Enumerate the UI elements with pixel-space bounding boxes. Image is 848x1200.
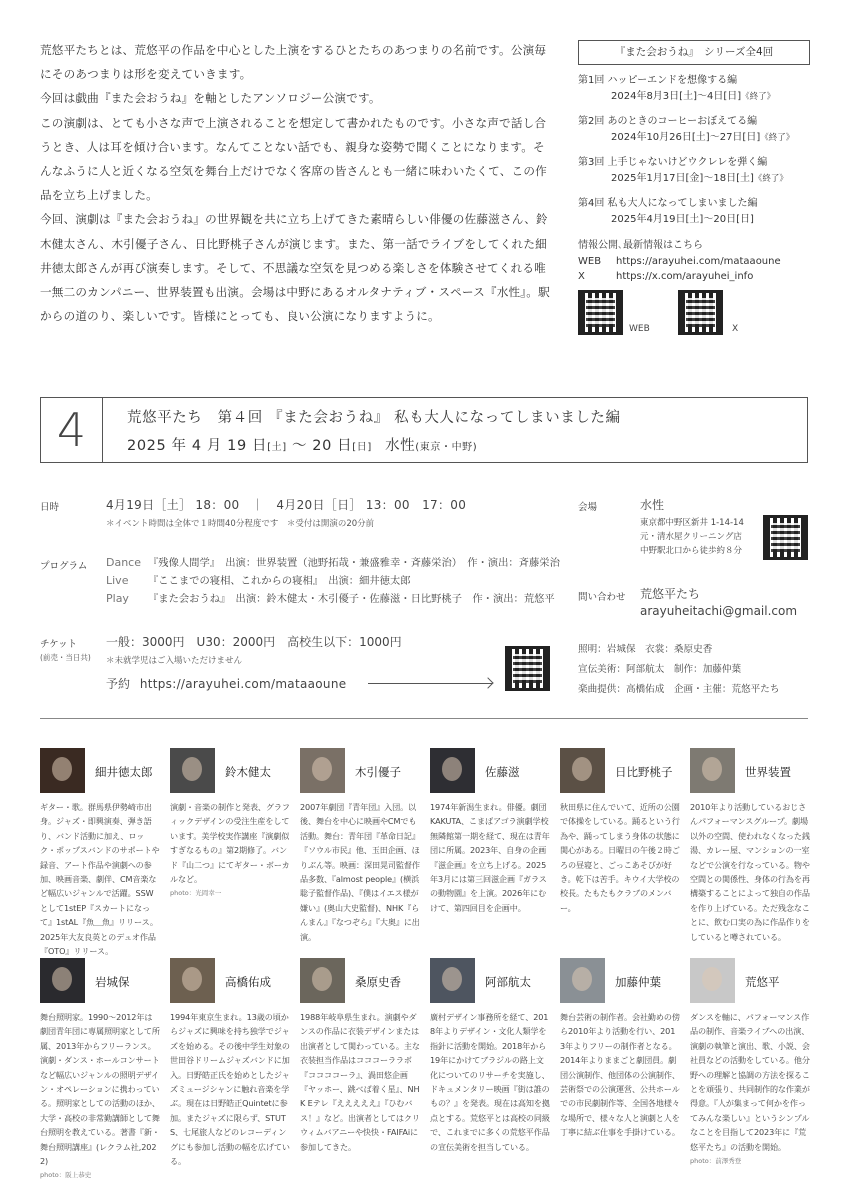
event-day-sun: [日] — [352, 442, 372, 453]
ticket-value: 一般：3000円 U30：2000円 高校生以下：1000円 — [106, 635, 402, 649]
event-date-end: 〜 20 日 — [291, 438, 353, 454]
profile-bio: 舞台照明家。1990〜2012年は劇団青年団に専属照明家として所属、2013年からフリーランス。演劇・ダンス・ホールコンサートなど幅広いジャンルの照明デザイン・オペレーションに携わっている。照明家としての活動のほか、大学・高校の非常勤講師として舞台照明を教えている。著書『新・舞台照明講座』(レクラム社,2022) — [40, 1012, 160, 1167]
profile-name: 世界装置 — [745, 765, 791, 779]
episode-2 — [578, 114, 810, 146]
profile-name: 阿部航太 — [485, 975, 531, 989]
info-links — [578, 254, 810, 284]
qr-code-venue-icon — [763, 515, 808, 560]
web-link[interactable]: https://arayuhei.com/mataaoune — [616, 256, 781, 267]
episode-1 — [578, 73, 810, 105]
venue-address-line: 東京都中野区新井 1-14-14 — [640, 518, 744, 528]
profile-bio: ギター・歌。群馬県伊勢崎市出身。ジャズ・即興演奏、弾き語り、バンド活動に加え、ロック・ポップスバンドのサポートや録音、アート作品や演劇への参加、映画音楽、劇伴、CM音楽など幅広いジャンルで活躍。SSWとして1stEP『スカートになって』1stAL『魚＿魚』リリース。2025年大友良英とのデュオ作品『OTO』リリース。 — [40, 802, 160, 957]
profile-bio: 2007年劇団『青年団』入団。以後、舞台を中心に映画やCMでも活動。舞台：青年団『革命日記』『ソウル市民』他、玉田企画、ほりぶん等。映画：深田晃司監督作品多数、『almost people』(横浜聡子監督作品)、『僕はイエス様が嫌い』(奥山大史監督)、NHK『らんまん』『なつぞら』『大奥』に出演。 — [300, 802, 420, 942]
date-value: 4月19日［土］ 18：00 ｜ 4月20日［日］ 13：00 17：00 — [106, 498, 467, 512]
profile-card — [560, 958, 680, 1142]
profile-card — [560, 748, 680, 917]
profile-bio: 1988年岐阜県生まれ。演劇やダンスの作品に衣装デザインまたは出演者として関わっている。主な衣装担当作品はコココーララボ『ココココーラ』、渦田悠企画『ヤッホー、跳べば着く星』、NHK Eテレ『えええええ』『ひむバス！』など。出演者としてはクリウィムバアニーや快快・FAIFAiに参加してきた。 — [300, 1012, 420, 1152]
program-text: 『また会おうね』 出演：鈴木健太・木引優子・佐藤滋・日比野桃子 作・演出：荒悠平 — [148, 593, 555, 605]
program-list — [106, 554, 560, 608]
qr-x-label: X — [732, 324, 739, 334]
info-heading: 情報公開､最新情報はこちら — [578, 240, 703, 251]
photo-credit: photo：光岡幸一 — [170, 889, 222, 898]
program-type: Live — [106, 574, 129, 587]
episode-date: 2024年10月26日[土]〜27日[日] — [611, 132, 761, 143]
profile-photo — [560, 958, 605, 1003]
episode-title: 第4回 私も大人になってしまいました編 — [578, 198, 758, 209]
divider — [40, 718, 808, 719]
event-date-venue — [127, 434, 477, 455]
profile-photo — [300, 958, 345, 1003]
ticket-label: チケット — [40, 639, 78, 650]
profile-card — [40, 748, 160, 960]
episode-4 — [578, 196, 810, 228]
ticket-note: ＊未就学児はご入場いただけません — [106, 656, 243, 666]
profile-card — [40, 958, 160, 1179]
episode-number: 4 — [41, 398, 103, 462]
intro-text — [40, 38, 552, 328]
event-place: (東京・中野) — [415, 442, 478, 453]
profile-name: 日比野桃子 — [615, 765, 673, 779]
program-text: 『残像人間学』 出演：世界装置（池野拓哉・兼盛雅幸・斉藤栄治） 作・演出：斉藤栄治 — [148, 557, 560, 569]
contact-email[interactable]: arayuheitachi@gmail.com — [640, 604, 798, 618]
arrow-head-icon — [482, 677, 493, 688]
contact-label: 問い合わせ — [578, 592, 626, 603]
profile-photo — [300, 748, 345, 793]
episode-date: 2025年1月17日[金]〜18日[土] — [611, 173, 754, 184]
link-key: WEB — [578, 256, 602, 267]
profile-bio: 1974年新潟生まれ。俳優。劇団KAKUTA、こまばアゴラ演劇学校無隣館第一期を経て、現在は青年団に所属。2023年、自身の企画『滋企画』を立ち上げる。2025年3月には第三回滋企画『ガラスの動物園』を上演。2026年にむけて、第四回目を企画中。 — [430, 802, 550, 913]
date-label: 日時 — [40, 502, 60, 513]
program-text: 『ここまでの寝相、これからの寝相』 出演：細井徳太郎 — [148, 575, 411, 587]
program-type: Play — [106, 592, 129, 605]
intro-paragraph: 荒悠平たちとは、荒悠平の作品を中心とした上演をするひとたちのあつまりの名前です。公演毎にそのあつまりは形を変えていきます。 — [40, 43, 547, 82]
profile-photo — [170, 748, 215, 793]
reserve-label: 予約 — [106, 677, 131, 691]
qr-code-reserve-icon — [505, 646, 550, 691]
event-day-sat: [土] — [267, 442, 287, 453]
profile-name: 桑原史香 — [355, 975, 401, 989]
episode-title: 第1回 ハッピーエンドを想像する編 — [578, 75, 738, 86]
qr-code-x-icon — [678, 290, 723, 335]
date-note: ＊イベント時間は全体で１時間40分程度です ＊受付は開演の20分前 — [106, 519, 375, 529]
profile-bio: 秋田県に住んでいて、近所の公園で体操をしている。踊るという行為や、踊ってしまう身体の状態に関心がある。日曜日の午後２時ごろの昼寝と、ごっこあそびが好き。乾下は苦手。キウイ大学校の校長。たもたもクラブのメンバー。 — [560, 802, 680, 913]
venue-address-line: 元・清水屋クリーニング店 — [640, 532, 742, 542]
profile-bio: 2010年より活動しているおじさんパフォーマンスグループ。劇場以外の空間、使われなくなった銭湯、カレー屋、マンションの一室などで公演を行なっている。物や空間との関係性、身体の行為を再構築することによって独自の作品を作り上げている。ただ残念なことに、飲む口実の為に作品作りをしていると噂されている。 — [690, 802, 810, 942]
profile-name: 荒悠平 — [745, 975, 780, 989]
profile-photo — [560, 748, 605, 793]
profile-card — [170, 748, 290, 897]
profile-card — [430, 748, 550, 917]
profile-bio: 舞台芸術の制作者。会社勤めの傍ら2010年より活動を行い、2013年よりフリーの制作者となる。2014年よりままごと劇団員。劇団公演制作、他団体の公演制作、芸術祭での公演運営、公共ホールでの市民劇制作等、全国各地様々な場所で、様々な人と演劇と人を丁寧に結ぶ仕事を手掛けている。 — [560, 1012, 680, 1138]
credit-line: 宣伝美術：阿部航太 制作：加藤仲葉 — [578, 664, 742, 675]
venue-address-line: 中野駅北口から徒歩約８分 — [640, 546, 743, 556]
profile-name: 細井徳太郎 — [95, 765, 153, 779]
profile-card — [690, 748, 810, 946]
x-link[interactable]: https://x.com/arayuhei_info — [616, 271, 754, 282]
event-date: 2025 年 4 月 19 日 — [127, 438, 268, 454]
venue-address — [640, 516, 744, 558]
program-item — [106, 572, 560, 590]
event-venue: 水性 — [385, 438, 416, 454]
episode-status: 《終了》 — [753, 174, 788, 184]
link-key: X — [578, 271, 585, 282]
reserve-arrow-icon — [368, 683, 492, 684]
venue-label: 会場 — [578, 502, 598, 513]
series-panel — [578, 40, 810, 340]
profile-photo — [170, 958, 215, 1003]
program-item — [106, 554, 560, 572]
episode-status: 《終了》 — [741, 92, 776, 102]
profile-name: 木引優子 — [355, 765, 401, 779]
profile-name: 佐藤滋 — [485, 765, 520, 779]
ticket-sub: (前売・当日共) — [40, 653, 91, 662]
profile-photo — [430, 958, 475, 1003]
profile-bio: ダンスを軸に、パフォーマンス作品の制作、音楽ライブへの出演、演劇の執筆と演出、歌、小説、会社員などの活動をしている。他分野への理解と協調の方法を探ることを頑張り、共同制作的な作業が得意。『人が集まって何かを作ってみんな楽しい』というシンプルなことを目指して2023年に『荒悠平たち』の活動を開始。 — [690, 1012, 810, 1152]
episode-title: 第2回 あのときのコーヒーおぼえてる編 — [578, 116, 758, 127]
intro-paragraph: 今回、演劇は『また会おうね』の世界観を共に立ち上げてきた素晴らしい俳優の佐藤滋さん、鈴木健太さん、木引優子さん、日比野桃子さんが演じます。また、第一話でライブをしてくれた細井徳太郎さんが再び演奏します。そして、不思議な空気を見つめる楽しさを体験させてくれる唯一無二のカンパニー、世界装置も出演。会場は中野にあるオルタナティブ・スペース『水性』。駅からの道のり、楽しいです。皆様にとっても、良い公演になりますように。 — [40, 212, 550, 324]
event-banner — [40, 397, 808, 463]
program-item — [106, 590, 560, 608]
profile-card — [170, 958, 290, 1170]
profile-photo — [690, 748, 735, 793]
profile-card — [690, 958, 810, 1165]
profile-card — [300, 958, 420, 1156]
profile-bio: 1994年東京生まれ。13歳の頃からジャズに興味を持ち独学でジャズを始める。その後中学生対象の世田谷ドリームジャズバンドに加入。日野皓正氏を始めとしたジャズミュージシャンに触れ音楽を学ぶ。現在は日野皓正Quintetに参加。またジャズに限らず、STUTS、七尾旅人などのレコーディングにも参加し活動の幅を広げている。 — [170, 1012, 290, 1167]
episode-date: 2025年4月19日[土]〜20日[日] — [611, 214, 754, 225]
profile-card — [300, 748, 420, 946]
staff-credits — [578, 640, 779, 700]
program-label: プログラム — [40, 561, 88, 572]
profile-photo — [40, 958, 85, 1003]
program-type: Dance — [106, 556, 141, 569]
venue-name: 水性 — [640, 498, 665, 512]
profile-bio: 廣村デザイン事務所を経て、2018年よりデザイン・文化人類学を指針に活動を開始。2018年から19年にかけてブラジルの路上文化についてのリサーチを実施し、ドキュメンタリー映画『街は誰のもの？』を発表。現在は高知を拠点とする。荒悠平とは高校の同級で、これまでに多くの荒悠平作品の宣伝美術を担当している。 — [430, 1012, 550, 1152]
profile-photo — [430, 748, 475, 793]
profile-name: 鈴木健太 — [225, 765, 271, 779]
episode-title: 第3回 上手じゃないけどウクレレを弾く編 — [578, 157, 768, 168]
intro-paragraph: この演劇は、とても小さな声で上演されることを想定して書かれたものです。小さな声で話し合うとき、人は耳を傾け合います。なんてことない話でも、親身な姿勢で聞くことになります。そんなふうに人と近くなる空気を舞台上だけでなく客席の皆さんとも一緒に味わいたくて、この作品を立ち上げました。 — [40, 115, 547, 203]
episode-date: 2024年8月3日[土]〜4日[日] — [611, 91, 742, 102]
profile-photo — [690, 958, 735, 1003]
profile-photo — [40, 748, 85, 793]
event-title: 荒悠平たち 第４回 『また会おうね』 私も大人になってしまいました編 — [127, 410, 621, 426]
profile-name: 岩城保 — [95, 975, 130, 989]
photo-credit: photo：前澤秀登 — [690, 1157, 742, 1166]
credit-line: 楽曲提供：高橋佑成 企画・主催：荒悠平たち — [578, 684, 780, 695]
profile-name: 加藤仲葉 — [615, 975, 661, 989]
credit-line: 照明：岩城保 衣裳：桑原史香 — [578, 644, 713, 655]
photo-credit: photo：阪上恭史 — [40, 1171, 92, 1180]
profile-name: 高橋佑成 — [225, 975, 271, 989]
episode-status: 《終了》 — [760, 133, 795, 143]
series-title: 『また会おうね』 シリーズ全4回 — [578, 40, 810, 65]
reserve-row — [106, 675, 346, 692]
contact-name: 荒悠平たち — [640, 587, 701, 601]
profile-card — [430, 958, 550, 1156]
profile-bio: 演劇・音楽の制作と発表、グラフィックデザインの受注生産をしています。美学校実作講座『演劇似すぎなるもの』第2期修了。バンド『山二つ』にてギター・ボーカルなど。 — [170, 802, 290, 885]
qr-web-label: WEB — [629, 324, 650, 334]
reserve-link[interactable]: https://arayuhei.com/mataaoune — [139, 677, 347, 691]
intro-paragraph: 今回は戯曲『また会おうね』を軸としたアンソロジー公演です。 — [40, 91, 381, 106]
qr-code-web-icon — [578, 290, 623, 335]
episode-3 — [578, 155, 810, 187]
